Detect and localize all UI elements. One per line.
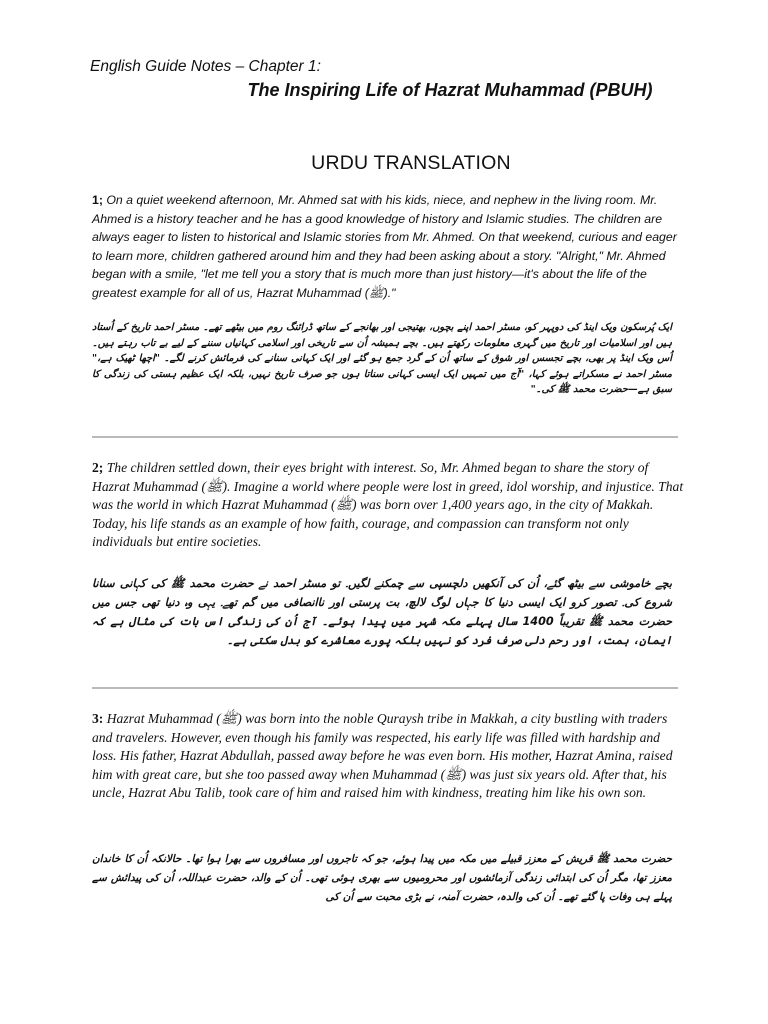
guide-notes-line: English Guide Notes – Chapter 1:: [90, 58, 321, 75]
paragraph-text: On a quiet weekend afternoon, Mr. Ahmed sat with his kids, niece, and nephew in the living room. Mr. Ahmed is a history teacher and he has a good knowledge of history and Islamic studies. The children are always eager to listen to historical and Islamic stories from Mr. Ahmed. On that weekend, curious and eager to learn more, children gathered around him and they had been asking about a story. "Alright," Mr. Ahmed began with a smile, "let me tell you a story that is much more than just history—it's about the life of the greatest example for all of us, Hazrat Muhammad (ﷺ).": [92, 193, 677, 300]
paragraph-3-urdu: حضرت محمد ﷺ قریش کے معزز قبیلے میں مکہ میں پیدا ہوئے، جو کہ تاجروں اور مسافروں سے بھرا ہوا تھا۔ حالانکہ اُن کا خاندان معزز تھا، مگر اُن کی ابتدائی زندگی آزمائشوں اور محرومیوں سے بھری ہوئی تھی۔ اُن کے والد، حضرت عبداللہ، اُن کی پیدائش سے پہلے ہی وفات پا گئے تھے۔ اُن کی والدہ، حضرت آمنہ، نے بڑی محبت سے اُن کی: [92, 853, 672, 903]
paragraph-1-english: [92, 191, 684, 303]
paragraph-3-english: [92, 710, 684, 803]
paragraph-number: 1;: [92, 193, 103, 207]
paragraph-2-english: [92, 459, 684, 552]
paragraph-text: Hazrat Muhammad (ﷺ) was born into the noble Quraysh tribe in Makkah, a city bustling with traders and travelers. However, even though his family was respected, his early life was filled with hardship and loss. His father, Hazrat Abdullah, passed away before he was even born. His mother, Hazrat Amina, raised him with great care, but she too passed away when Muhammad (ﷺ) was just six years old. After that, his uncle, Hazrat Abu Talib, took care of him and raised him with kindness, treating him like his own son.: [92, 711, 673, 800]
section-heading: URDU TRANSLATION: [311, 152, 511, 174]
document-title: The Inspiring Life of Hazrat Muhammad (PBUH): [247, 80, 653, 100]
paragraph-number: 3:: [92, 711, 104, 726]
divider: [92, 687, 678, 689]
paragraph-text: The children settled down, their eyes bright with interest. So, Mr. Ahmed began to share the story of Hazrat Muhammad (ﷺ). Imagine a world where people were lost in greed, idol worship, and injustice. That was the world in which Hazrat Muhammad (ﷺ) was born over 1,400 years ago, in the city of Makkah. Today, his life stands as an example of how faith, courage, and compassion can transform not only individuals but entire societies.: [92, 460, 684, 549]
paragraph-2-urdu: بچے خاموشی سے بیٹھ گئے، اُن کی آنکھیں دلچسپی سے چمکنے لگیں۔ تو مسٹر احمد نے حضرت محمد ﷺ کی کہانی سنانا شروع کی۔ تصور کرو ایک ایسی دنیا کا جہاں لوگ لالچ، بت پرستی اور ناانصافی میں گم تھے۔ یہی وہ دنیا تھی جس میں حضرت محمد ﷺ تقریباً 1400 سال پہلے مکہ شہر میں پیدا ہوئے۔ آج اُن کی زندگی اس بات کی مثال ہے کہ ایمان، ہمت، اور رحم دلی صرف فرد کو نہیں بلکہ پورے معاشرے کو بدل سکتی ہے۔: [92, 577, 672, 647]
paragraph-1-urdu: ایک پُرسکون ویک اینڈ کی دوپہر کو، مسٹر احمد اپنے بچوں، بھتیجی اور بھانجے کے ساتھ ڈرائنگ روم میں بیٹھے تھے۔ مسٹر احمد تاریخ کے اُستاد ہیں اور اسلامیات اور تاریخ میں گہری معلومات رکھتے ہیں۔ بچے ہمیشہ اُن سے تاریخی اور اسلامی کہانیاں سننے کے لیے بے تاب رہتے ہیں۔ اُس ویک اینڈ پر بھی، بچے تجسس اور شوق کے ساتھ اُن کے گرد جمع ہو گئے اور ایک کہانی سنانے کی فرمائش کرنے لگے۔ "اچھا ٹھیک ہے،" مسٹر احمد نے مسکراتے ہوئے کہا، "آج میں تمہیں ایک ایسی کہانی سناتا ہوں جو صرف تاریخ نہیں، بلکہ ایک عظیم ہستی کی زندگی کا سبق ہے—حضرت محمد ﷺ کی۔": [92, 322, 672, 395]
divider: [92, 436, 678, 438]
paragraph-number: 2;: [92, 460, 104, 475]
